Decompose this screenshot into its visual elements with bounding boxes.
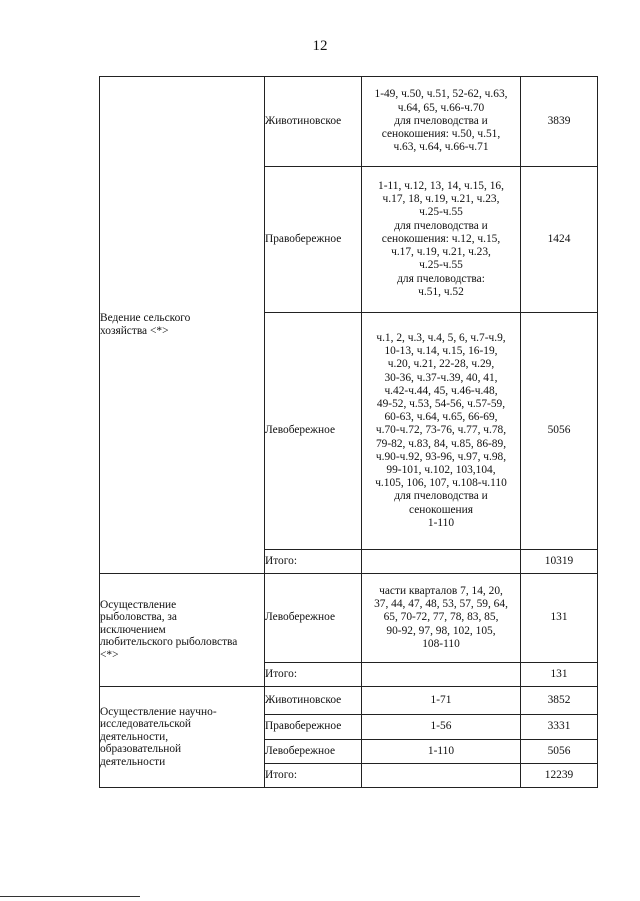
activity-text: рыболовства, за [100, 611, 177, 624]
quarters-line: ч.25-ч.55 [419, 206, 463, 219]
empty-cell [362, 550, 521, 574]
activity-text: образовательной [100, 743, 182, 756]
quarters-line: для пчеловодства и [394, 114, 488, 127]
total-label: Итого: [265, 550, 362, 574]
quarters-cell [362, 740, 521, 764]
quarters-line: для пчеловодства: [397, 272, 485, 285]
activity-text: любительского рыболовства [100, 636, 238, 649]
quarters-line: ч.64, 65, ч.66-ч.70 [397, 101, 485, 114]
quarters-line: сенокошения [409, 503, 473, 516]
quarters-cell [362, 77, 521, 167]
table-row [100, 687, 598, 715]
quarters-line: 49-52, ч.53, 54-56, ч.57-59, [376, 397, 506, 410]
quarters-line: ч.70-ч.72, 73-76, ч.77, ч.78, [375, 424, 507, 437]
quarters-line: 99-101, ч.102, 103,104, [386, 464, 496, 476]
quarters-line: 37, 44, 47, 48, 53, 57, 59, 64, [374, 598, 508, 611]
land-use-table [99, 76, 598, 788]
forestry-name: Животиновское [265, 687, 362, 715]
area-value: 1424 [521, 167, 598, 313]
quarters-line: 65, 70-72, 77, 78, 83, 85, [383, 611, 499, 624]
total-value: 10319 [521, 550, 598, 574]
activity-text: Осуществление [100, 598, 177, 611]
area-value: 131 [521, 574, 598, 663]
quarters-line: 1-71 [430, 693, 452, 706]
activity-cell [100, 77, 265, 574]
area-value: 3331 [521, 715, 598, 740]
forestry-name: Левобережное [265, 313, 362, 550]
quarters-cell [362, 574, 521, 663]
page-number: 12 [312, 38, 328, 54]
quarters-cell [362, 313, 521, 550]
total-value: 131 [521, 663, 598, 687]
total-label: Итого: [265, 764, 362, 788]
area-value: 5056 [521, 740, 598, 764]
area-value: 3852 [521, 687, 598, 715]
activity-text: деятельности, [100, 730, 169, 743]
quarters-line: ч.1, 2, ч.3, ч.4, 5, 6, ч.7-ч.9, [376, 331, 506, 344]
footnote-divider [0, 896, 140, 897]
empty-cell [362, 764, 521, 788]
quarters-line: ч.17, ч.19, ч.21, ч.23, [391, 246, 491, 259]
activity-text: исключением [100, 623, 166, 636]
quarters-line: 30-36, ч.37-ч.39, 40, 41, [384, 371, 498, 384]
quarters-line: 1-110 [427, 516, 455, 529]
activity-text: хозяйства <*> [100, 325, 169, 337]
activity-text: Ведение сельского [100, 312, 191, 325]
forestry-name: Правобережное [265, 167, 362, 313]
quarters-line: 1-56 [430, 720, 452, 733]
empty-cell [362, 663, 521, 687]
quarters-cell [362, 687, 521, 715]
quarters-line: 79-82, ч.83, 84, ч.85, 86-89, [375, 437, 507, 450]
quarters-line: ч.105, 106, 107, ч.108-ч.110 [375, 477, 507, 490]
quarters-line: 108-110 [422, 637, 460, 650]
quarters-line: 1-110 [427, 744, 455, 757]
forestry-name: Правобережное [265, 715, 362, 740]
quarters-line: ч.25-ч.55 [419, 259, 463, 272]
quarters-line: ч.51, ч.52 [418, 285, 464, 298]
quarters-line: ч.17, 18, ч.19, ч.21, ч.23, [382, 193, 500, 206]
activity-text: исследовательской [100, 718, 191, 731]
quarters-line: 60-63, ч.64, ч.65, 66-69, [384, 411, 498, 424]
quarters-line: 1-49, ч.50, ч.51, 52-62, ч.63, [374, 88, 508, 101]
forestry-name: Левобережное [265, 574, 362, 663]
quarters-line: для пчеловодства и [394, 219, 488, 232]
activity-cell [100, 687, 265, 788]
quarters-line: ч.90-ч.92, 93-96, ч.97, ч.98, [375, 450, 507, 463]
quarters-line: сенокошения: ч.50, ч.51, [381, 128, 501, 141]
activity-cell [100, 574, 265, 687]
quarters-line: сенокошения: ч.12, ч.15, [381, 232, 501, 245]
quarters-line: 1-11, ч.12, 13, 14, ч.15, 16, [378, 180, 504, 193]
quarters-line: ч.63, ч.64, ч.66-ч.71 [393, 141, 489, 154]
table-row [100, 574, 598, 663]
quarters-line: части кварталов 7, 14, 20, [379, 584, 503, 597]
quarters-line: ч.42-ч.44, 45, ч.46-ч.48, [384, 384, 498, 397]
activity-text: деятельности [100, 755, 166, 768]
area-value: 5056 [521, 313, 598, 550]
quarters-line: для пчеловодства и [394, 490, 488, 503]
total-value: 12239 [521, 764, 598, 788]
quarters-cell [362, 167, 521, 313]
activity-text: Осуществление научно- [100, 705, 217, 718]
total-label: Итого: [265, 663, 362, 687]
quarters-cell [362, 715, 521, 740]
area-value: 3839 [521, 77, 598, 167]
forestry-name: Животиновское [265, 77, 362, 167]
quarters-line: ч.20, ч.21, 22-28, ч.29, [387, 358, 495, 371]
activity-text: <*> [100, 648, 119, 661]
quarters-line: 10-13, ч.14, ч.15, 16-19, [384, 345, 498, 358]
quarters-line: 90-92, 97, 98, 102, 105, [386, 624, 496, 637]
forestry-name: Левобережное [265, 740, 362, 764]
table-row [100, 77, 598, 167]
